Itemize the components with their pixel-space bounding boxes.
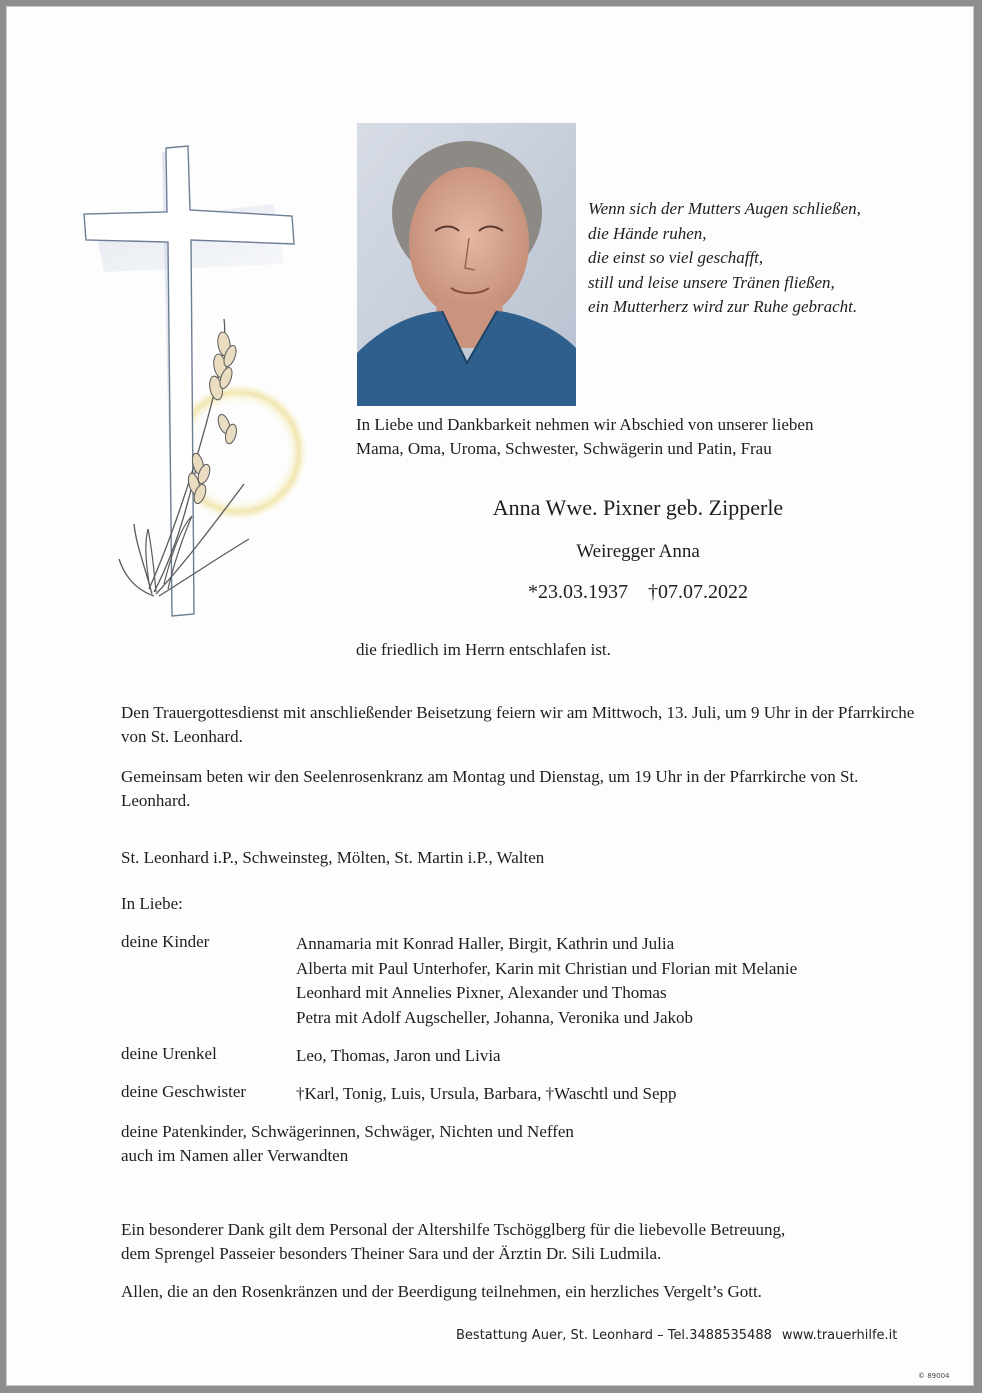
poem-line: ein Mutterherz wird zur Ruhe gebracht. [588,297,858,316]
special-thanks [121,1218,931,1266]
rosary-info: Gemeinsam beten wir den Seelenrosenkranz am Montag und Dienstag, um 19 Uhr in der Pfarrkirche von St. Leonhard. [121,767,859,810]
farewell-intro [356,413,916,461]
poem-line: Wenn sich der Mutters Augen schließen, [588,199,861,218]
poem-line: still und leise unsere Tränen fließen, [588,272,835,292]
family-name-line: Leo, Thomas, Jaron und Livia [296,1046,501,1065]
footer [456,1328,897,1343]
family-name-line: †Karl, Tonig, Luis, Ursula, Barbara, †Waschtl und Sepp [296,1084,677,1103]
life-dates [346,581,930,604]
peace-line: die friedlich im Herrn entschlafen ist. [356,640,611,659]
funeral-home-contact: Bestattung Auer, St. Leonhard – Tel.3488535488 [456,1328,772,1343]
website-link[interactable]: www.trauerhilfe.it [781,1328,898,1343]
print-code: © 89004 [918,1372,950,1380]
poem-line: die einst so viel geschafft, [588,248,764,267]
deceased-nickname: Weiregger Anna [576,541,700,562]
intro-line: Mama, Oma, Uroma, Schwester, Schwägerin und Patin, Frau [356,439,772,458]
poem-line: die Hände ruhen, [588,223,707,243]
family-name-line: Leonhard mit Annelies Pixner, Alexander und Thomas [296,983,667,1002]
family-label-children: deine Kinder [121,932,210,951]
family-names-siblings [296,1082,677,1107]
deceased-name: Anna Wwe. Pixner geb. Zipperle [492,495,784,520]
funeral-info: Den Trauergottesdienst mit anschließender Beisetzung feiern wir am Mittwoch, 13. Juli, um 9 Uhr in der Pfarrkirche von St. Leonhard. [121,703,915,746]
family-name-line: Alberta mit Paul Unterhofer, Karin mit Christian und Florian mit Melanie [296,958,798,978]
closing-line: auch im Namen aller Verwandten [121,1146,349,1165]
poem [588,197,928,320]
closing-relatives [121,1120,574,1168]
family-label-siblings: deine Geschwister [121,1082,247,1101]
obituary-card [6,6,974,1386]
final-thanks: Allen, die an den Rosenkränzen und der Beerdigung teilnehmen, ein herzliches Vergelt’s Gott. [121,1282,762,1301]
family-names-great-grandchildren [296,1044,501,1069]
places-line: St. Leonhard i.P., Schweinsteg, Mölten, St. Martin i.P., Walten [121,848,545,867]
intro-line: In Liebe und Dankbarkeit nehmen wir Abschied von unserer lieben [356,415,814,434]
family-name-line: Petra mit Adolf Augscheller, Johanna, Veronika und Jakob [296,1007,694,1027]
thanks-line: Ein besonderer Dank gilt dem Personal der Altershilfe Tschögglberg für die liebevolle Betreuung, [121,1220,786,1239]
portrait-photo [357,123,576,406]
death-date: †07.07.2022 [648,581,748,603]
closing-line: deine Patenkinder, Schwägerinnen, Schwäger, Nichten und Neffen [121,1122,574,1141]
birth-date: *23.03.1937 [528,581,628,603]
cross-wheat-illustration [74,144,324,624]
thanks-line: dem Sprengel Passeier besonders Theiner Sara und der Ärztin Dr. Sili Ludmila. [121,1244,662,1263]
family-label-great-grandchildren: deine Urenkel [121,1044,217,1063]
family-name-line: Annamaria mit Konrad Haller, Birgit, Kathrin und Julia [296,934,675,953]
family-names-children [296,932,797,1030]
in-love-heading: In Liebe: [121,894,183,913]
